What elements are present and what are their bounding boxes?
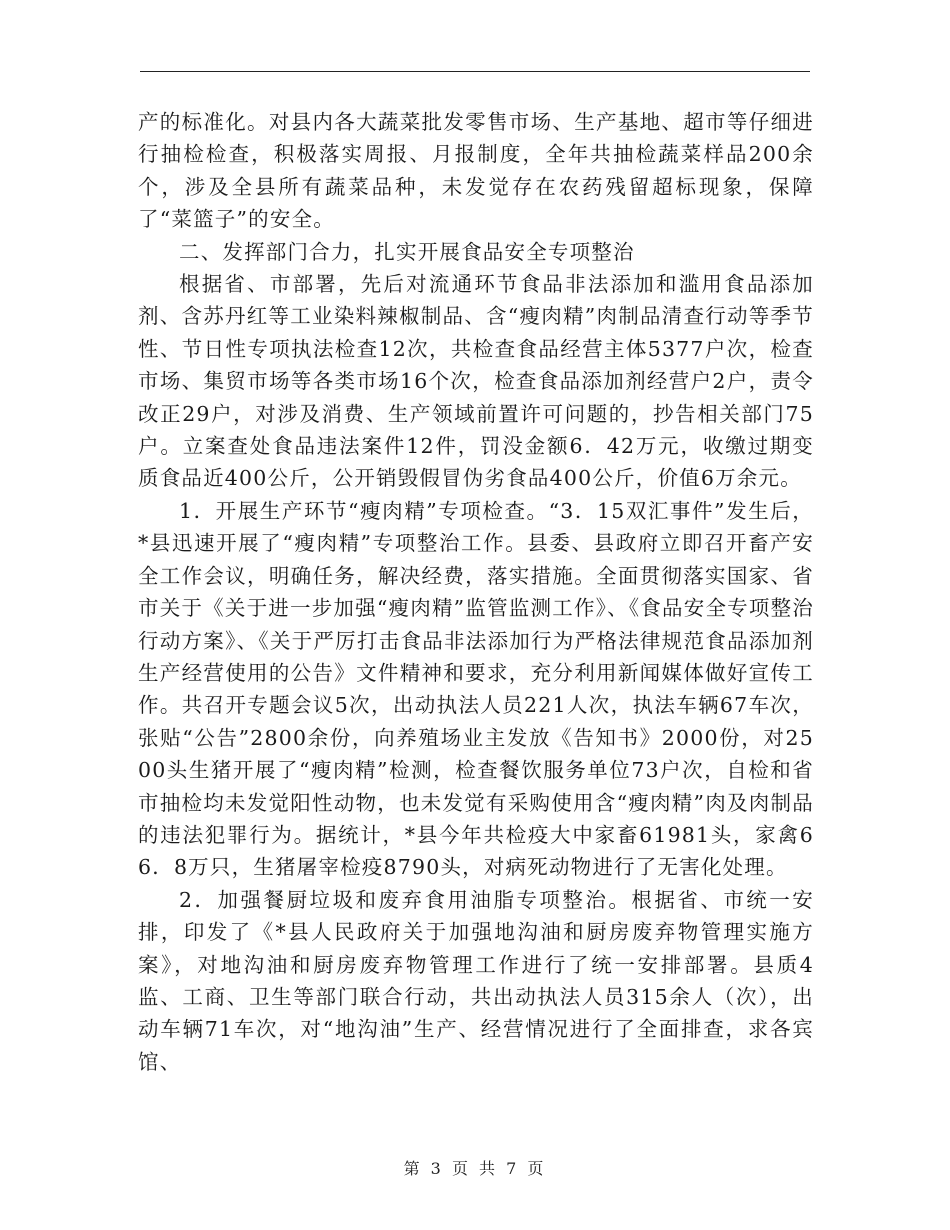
document-body bbox=[138, 106, 814, 1078]
page-number-footer: 第 3 页 共 7 页 bbox=[403, 1159, 547, 1178]
paragraph-clenbuterol-inspection: 1．开展生产环节“瘦肉精”专项检查。“3．15双汇事件”发生后，*县迅速开展了“瘦肉精”专项整治工作。县委、县政府立即召开畜产安全工作会议，明确任务，解决经费，落实措施。全面贯彻落实国家、省市关于《关于进一步加强“瘦肉精”监管监测工作》、《食品安全专项整治行动方案》、《关于严厉打击食品非法添加行为严格法律规范食品添加剂生产经营使用的公告》文件精神和要求，充分利用新闻媒体做好宣传工作。共召开专题会议5次，出动执法人员221人次，执法车辆67车次，张贴“公告”2800余份，向养殖场业主发放《告知书》2000份，对2500头生猪开展了“瘦肉精”检测，检查餐饮服务单位73户次，自检和省市抽检均未发觉阳性动物，也未发觉有采购使用含“瘦肉精”肉及肉制品的违法犯罪行为。据统计，*县今年共检疫大中家畜61981头，家禽66．8万只，生猪屠宰检疫8790头，对病死动物进行了无害化处理。 bbox=[138, 498, 814, 880]
paragraph-enforcement-summary: 根据省、市部署，先后对流通环节食品非法添加和滥用食品添加剂、含苏丹红等工业染料辣椒制品、含“瘦肉精”肉制品清查行动等季节性、节日性专项执法检查12次，共检查食品经营主体5377户次，检查市场、集贸市场等各类市场16个次，检查食品添加剂经营户2户，责令改正29户，对涉及消费、生产领域前置许可问题的，抄告相关部门75户。立案查处食品违法案件12件，罚没金额6．42万元，收缴过期变质食品近400公斤，公开销毁假冒伪劣食品400公斤，价值6万余元。 bbox=[138, 272, 814, 491]
header-rule bbox=[140, 71, 810, 72]
paragraph-vegetable-inspection: 产的标准化。对县内各大蔬菜批发零售市场、生产基地、超市等仔细进行抽检检查，积极落实周报、月报制度，全年共抽检蔬菜样品200余个，涉及全县所有蔬菜品种，未发觉存在农药残留超标现象，保障了“菜篮子”的安全。 bbox=[138, 110, 814, 232]
section-heading-food-safety-rectification: 二、发挥部门合力，扎实开展食品安全专项整治 bbox=[179, 239, 635, 264]
paragraph-kitchen-waste-oil: 2．加强餐厨垃圾和废弃食用油脂专项整治。根据省、市统一安排，印发了《*县人民政府关于加强地沟油和厨房废弃物管理实施方案》，对地沟油和厨房废弃物管理工作进行了统一安排部署。县质4监、工商、卫生等部门联合行动，共出动执法人员315余人（次），出动车辆71车次，对“地沟油”生产、经营情况进行了全面排查，求各宾馆、 bbox=[138, 887, 814, 1074]
